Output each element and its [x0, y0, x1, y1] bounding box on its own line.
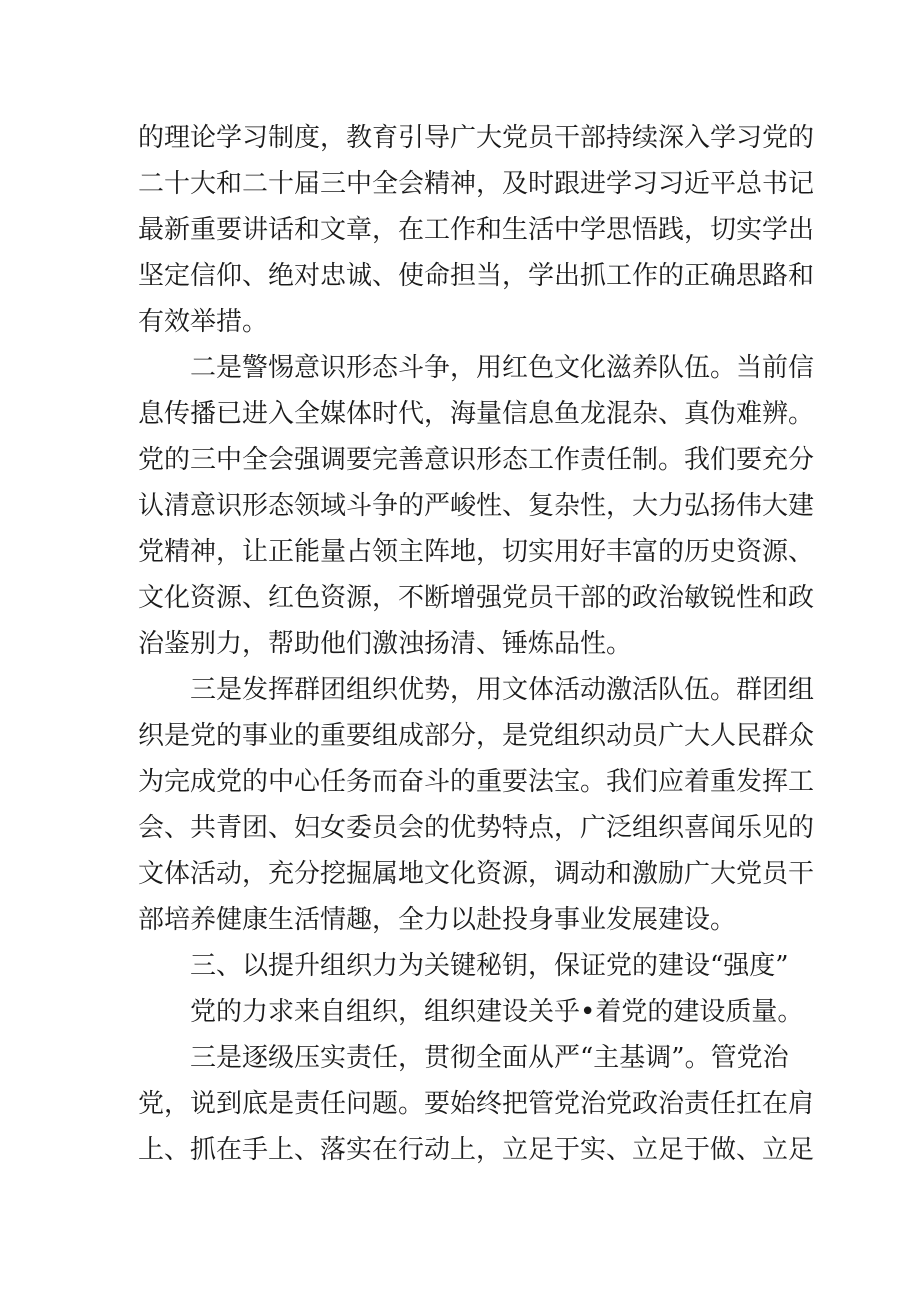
paragraph-first-line: 党的力求来自组织，组织建设关乎•着党的建设质量。 [190, 997, 804, 1027]
text-line: 坚定信仰、绝对忠诚、使命担当，学出抓工作的正确思路和 [138, 261, 815, 291]
paragraph-first-line: 三是发挥群团组织优势，用文体活动激活队伍。群团组 [190, 675, 815, 705]
text-line: 织是党的事业的重要组成部分，是党组织动员广大人民群众 [138, 721, 815, 751]
text-line: 文体活动，充分挖掘属地文化资源，调动和激励广大党员干 [138, 859, 815, 889]
text-line: 为完成党的中心任务而奋斗的重要法宝。我们应着重发挥工 [138, 767, 815, 797]
text-line: 有效举措。 [138, 307, 269, 337]
text-line: 治鉴别力，帮助他们激浊扬清、锤炼品性。 [138, 629, 633, 659]
text-line: 党，说到底是责任问题。要始终把管党治党政治责任扛在肩 [138, 1089, 815, 1119]
text-line: 上、抓在手上、落实在行动上，立足于实、立足于做、立足 [138, 1135, 815, 1165]
section-heading: 三、以提升组织力为关键秘钥，保证党的建设“强度” [190, 951, 789, 981]
text-line: 党精神，让正能量占领主阵地，切实用好丰富的历史资源、 [138, 537, 815, 567]
text-line: 最新重要讲话和文章，在工作和生活中学思悟践，切实学出 [138, 215, 815, 245]
paragraph-first-line: 二是警惕意识形态斗争，用红色文化滋养队伍。当前信 [190, 353, 815, 383]
text-line: 文化资源、红色资源，不断增强党员干部的政治敏锐性和政 [138, 583, 815, 613]
paragraph-first-line: 三是逐级压实责任，贯彻全面从严“主基调”。管党治 [190, 1043, 789, 1073]
text-line: 党的三中全会强调要完善意识形态工作责任制。我们要充分 [138, 445, 815, 475]
text-line: 认清意识形态领域斗争的严峻性、复杂性，大力弘扬伟大建 [138, 491, 815, 521]
text-line: 息传播已进入全媒体时代，海量信息鱼龙混杂、真伪难辨。 [138, 399, 815, 429]
text-line: 二十大和二十届三中全会精神，及时跟进学习习近平总书记 [138, 169, 815, 199]
text-line: 部培养健康生活情趣，全力以赴投身事业发展建设。 [138, 905, 737, 935]
text-line: 会、共青团、妇女委员会的优势特点，广泛组织喜闻乐见的 [138, 813, 815, 843]
text-line: 的理论学习制度，教育引导广大党员干部持续深入学习党的 [138, 123, 815, 153]
